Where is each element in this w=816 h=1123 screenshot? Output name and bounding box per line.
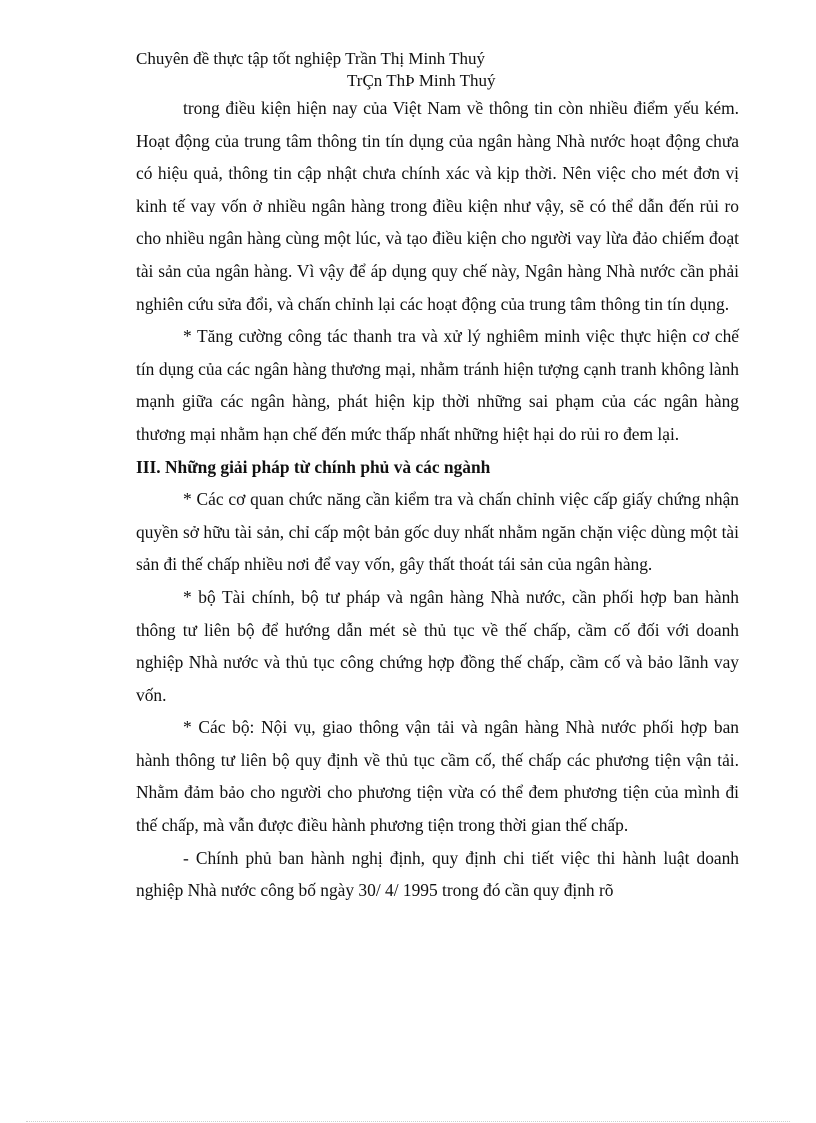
paragraph-5: * Các bộ: Nội vụ, giao thông vận tải và ngân hàng Nhà nước phối hợp ban hành thông tư liên bộ quy định về thủ tục cầm cố, thế chấp các phương tiện vận tải. Nhằm đảm bảo cho người cho phương tiện vừa có thể đem phương tiện của mình đi thế chấp, mà vẫn được điều hành phương tiện trong thời gian thế chấp. (136, 717, 739, 836)
paragraph-6: - Chính phủ ban hành nghị định, quy định chi tiết việc thi hành luật doanh nghiệp Nhà nước công bố ngày 30/ 4/ 1995 trong đó cần quy định rõ (136, 847, 739, 901)
page-bottom-divider (26, 1121, 790, 1122)
section-heading: III. Những giải pháp từ chính phủ và các ngành (136, 456, 491, 477)
paragraph-2: * Tăng cường công tác thanh tra và xử lý nghiêm minh việc thực hiện cơ chế tín dụng của các ngân hàng thương mại, nhằm tránh hiện tượng cạnh tranh không lành mạnh giữa các ngân hàng, phát hiện kịp thời những sai phạm của các ngân hàng thương mại nhằm hạn chế đến mức thấp nhất những hiệt hại do rủi ro đem lại. (136, 326, 739, 444)
running-header: Chuyên đề thực tập tốt nghiệp Trần Thị Minh Thuý (136, 49, 486, 68)
paragraph-4: * bộ Tài chính, bộ tư pháp và ngân hàng Nhà nước, cần phối hợp ban hành thông tư liên bộ để hướng dẫn mét sè thủ tục về thế chấp, cầm cố đối với doanh nghiệp Nhà nước và thủ tục công chứng hợp đồng thế chấp, cầm cố và bảo lãnh vay vốn. (136, 586, 739, 705)
paragraph-3: * Các cơ quan chức năng cần kiểm tra và chấn chỉnh việc cấp giấy chứng nhận quyền sở hữu tài sản, chỉ cấp một bản gốc duy nhất nhằm ngăn chặn việc dùng một tài sản đi thế chấp nhiều nơi để vay vốn, gây thất thoát tái sản của ngân hàng. (136, 489, 739, 575)
body-text (136, 92, 739, 907)
paragraph-1: trong điều kiện hiện nay của Việt Nam về thông tin còn nhiều điểm yếu kém. Hoạt động của trung tâm thông tin tín dụng của ngân hàng Nhà nước hoạt động chưa có hiệu quả, thông tin cập nhật chưa chính xác và kịp thời. Nên việc cho mét đơn vị kinh tế vay vốn ở nhiều ngân hàng trong điều kiện như vậy, sẽ có thể dẫn đến rủi ro cho nhiều ngân hàng cùng một lúc, và tạo điều kiện cho người vay lừa đảo chiếm đoạt tài sản của ngân hàng. Vì vậy để áp dụng quy chế này, Ngân hàng Nhà nước cần phải nghiên cứu sửa đổi, và chấn chỉnh lại các hoạt động của trung tâm thông tin tín dụng. (136, 98, 739, 314)
author-line: TrÇn ThÞ Minh Thuý (347, 71, 496, 90)
